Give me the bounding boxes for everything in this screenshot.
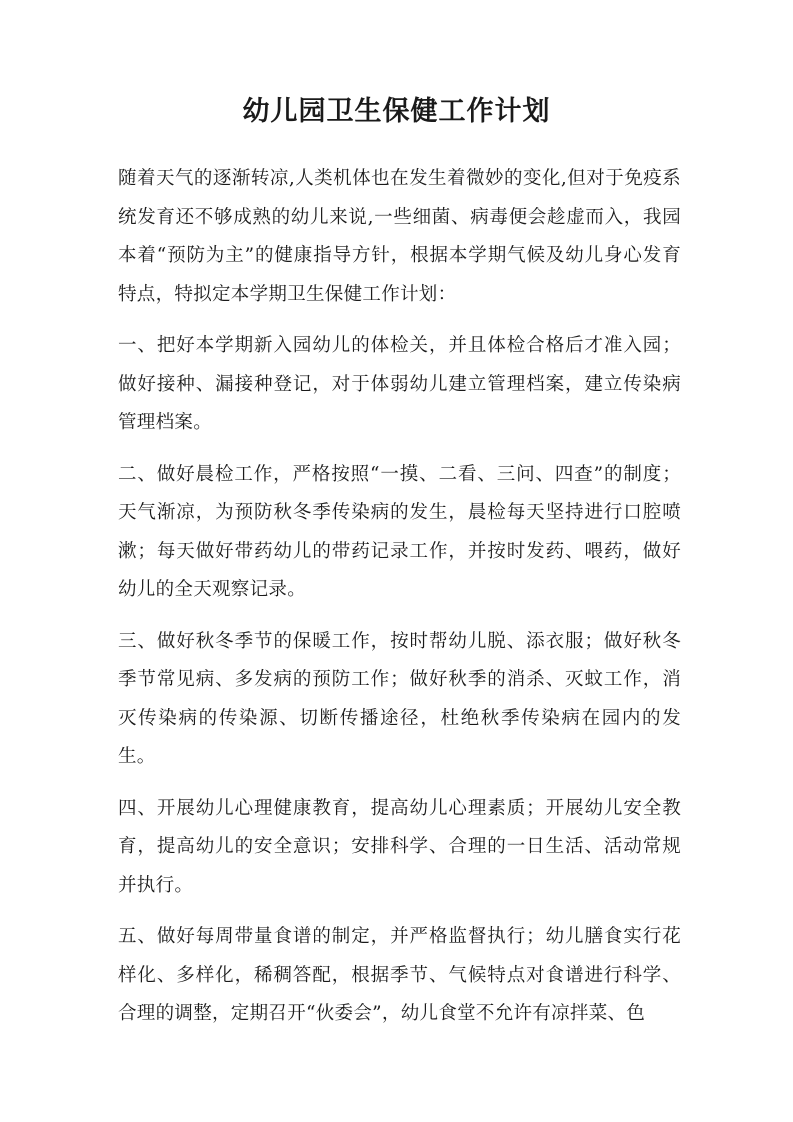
paragraph-item-4: 四、开展幼儿心理健康教育，提高幼儿心理素质；开展幼儿安全教育，提高幼儿的安全意识；安排科学、合理的一日生活、活动常规并执行。 [118, 797, 681, 896]
document-body [118, 160, 681, 1047]
paragraph-item-1: 一、把好本学期新入园幼儿的体检关，并且体检合格后才准入园；做好接种、漏接种登记，对于体弱幼儿建立管理档案，建立传染病管理档案。 [118, 335, 681, 433]
paragraph-item-2: 二、做好晨检工作，严格按照“一摸、二看、三问、四查”的制度；天气渐凉，为预防秋冬季传染病的发生，晨检每天坚持进行口腔喷漱；每天做好带药幼儿的带药记录工作，并按时发药、喂药，做好幼儿的全天观察记录。 [118, 463, 681, 600]
paragraph-item-5: 五、做好每周带量食谱的制定，并严格监督执行；幼儿膳食实行花样化、多样化，稀稠答配，根据季节、气候特点对食谱进行科学、合理的调整，定期召开“伙委会”，幼儿食堂不允许有凉拌菜、色 [118, 926, 681, 1024]
paragraph-intro: 随着天气的逐渐转凉,人类机体也在发生着微妙的变化,但对于免疫系统发育还不够成熟的幼儿来说,一些细菌、病毒便会趁虚而入，我园本着“预防为主”的健康指导方针，根据本学期气候及幼儿身心发育特点，特拟定本学期卫生保健工作计划： [118, 168, 681, 305]
document-title: 幼儿园卫生保健工作计划 [242, 96, 551, 127]
paragraph-item-3: 三、做好秋冬季节的保暖工作，按时帮幼儿脱、添衣服；做好秋冬季节常见病、多发病的预防工作；做好秋季的消杀、灭蚊工作，消灭传染病的传染源、切断传播途径，杜绝秋季传染病在园内的发生。 [118, 630, 681, 767]
